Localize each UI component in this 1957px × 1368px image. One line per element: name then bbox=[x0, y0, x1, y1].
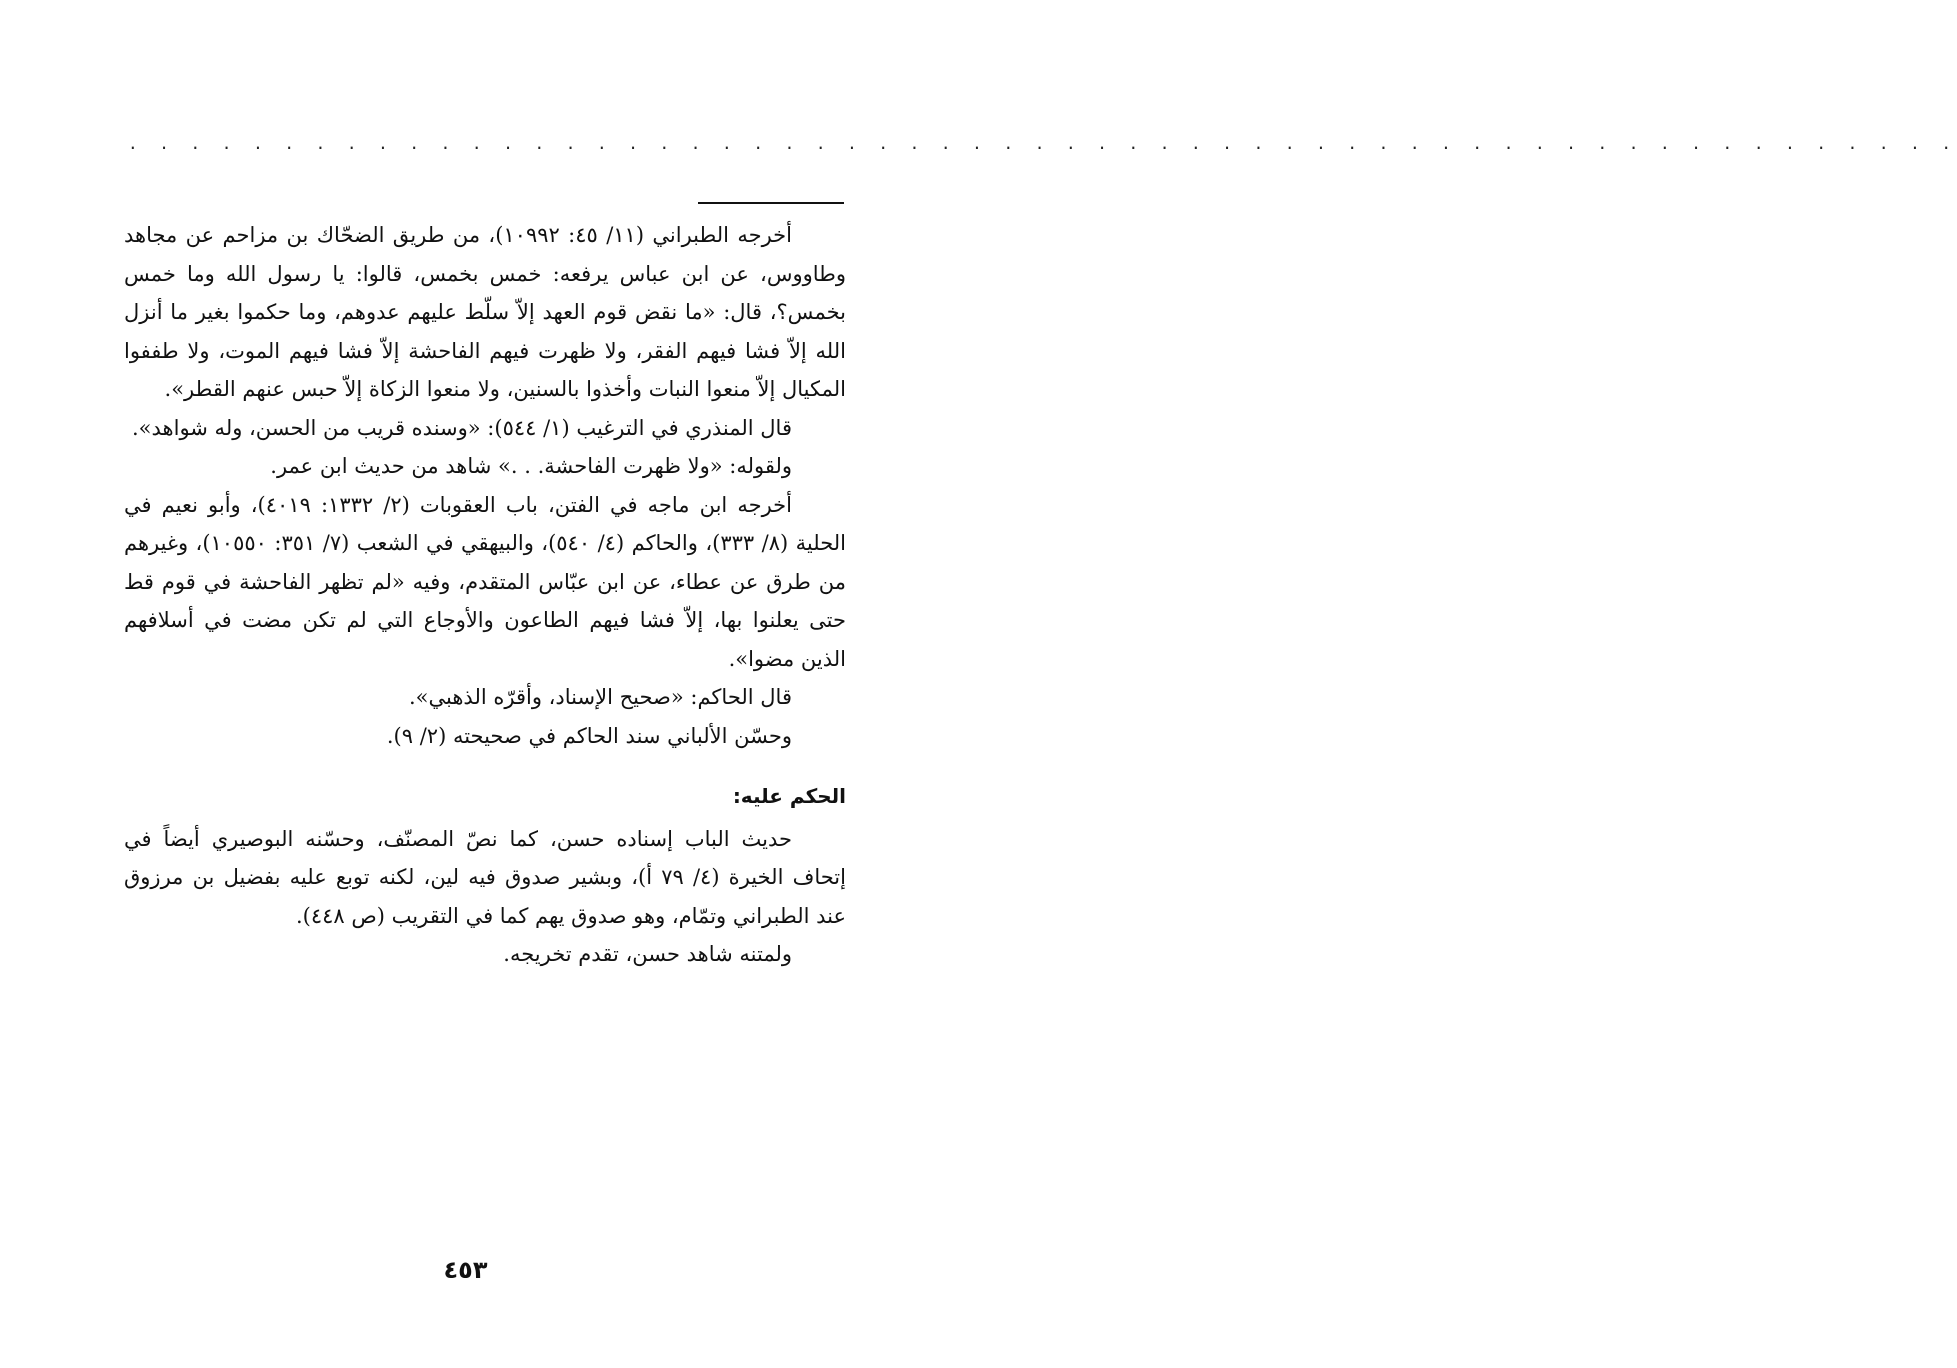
paragraph-ibn-majah: أخرجه ابن ماجه في الفتن، باب العقوبات (٢/ ١٣٣٢: ٤٠١٩)، وأبو نعيم في الحلية (٨/ ٣٣٣)، والحاكم (٤/ ٥٤٠)، والبيهقي في الشعب (٧/ ٣٥١: ١٠٥٥٠)، وغيرهم من طرق عن عطاء، عن ابن عبّاس المتقدم، وفيه «لم تظهر الفاحشة في قوم قط حتى يعلنوا بها، إلاّ فشا فيهم الطاعون والأوجاع التي لم تكن مضت في أسلافهم الذين مضوا». bbox=[124, 492, 846, 671]
footnote-text bbox=[124, 216, 846, 974]
paragraph-tabarani: أخرجه الطبراني (١١/ ٤٥: ١٠٩٩٢)، من طريق الضحّاك بن مزاحم عن مجاهد وطاووس، عن ابن عباس يرفعه: خمس بخمس، قالوا: يا رسول الله وما خمس بخمس؟، قال: «ما نقض قوم العهد إلاّ سلّط عليهم عدوهم، وما حكموا بغير ما أنزل الله إلاّ فشا فيهم الفقر، ولا ظهرت فيهم الفاحشة إلاّ فشا فيهم الموت، ولا طففوا المكيال إلاّ منعوا النبات وأخذوا بالسنين، ولا منعوا الزكاة إلاّ حبس عنهم القطر». bbox=[124, 223, 846, 401]
page-number: ٤٥٣ bbox=[443, 1256, 488, 1284]
paragraph-shahid: ولمتنه شاهد حسن، تقدم تخريجه. bbox=[503, 942, 792, 966]
ruling-heading: الحكم عليه: bbox=[732, 784, 846, 808]
paragraph-albani: وحسّن الألباني سند الحاكم في صحيحته (٢/ ٩). bbox=[386, 723, 792, 748]
dotted-separator: . . . . . . . . . . . . . . . . . . . . . . . . . . . . . . . . . . . . . . . . . . . . . . . . . . . . . . . . . . . bbox=[128, 134, 1957, 153]
paragraph-witness: ولقوله: «ولا ظهرت الفاحشة. . .» شاهد من حديث ابن عمر. bbox=[270, 454, 792, 478]
paragraph-hakim: قال الحاكم: «صحيح الإسناد، وأقرّه الذهبي». bbox=[408, 685, 792, 709]
paragraph-ruling: حديث الباب إسناده حسن، كما نصّ المصنّف، وحسّنه البوصيري أيضاً في إتحاف الخيرة (٤/ ٧٩ أ)، وبشير صدوق فيه لين، لكنه توبع عليه بفضيل بن مرزوق عند الطبراني وتمّام، وهو صدوق يهم كما في التقريب (ص ٤٤٨). bbox=[124, 826, 846, 928]
footnote-rule bbox=[698, 202, 844, 204]
paragraph-mundhiri: قال المنذري في الترغيب (١/ ٥٤٤): «وسنده قريب من الحسن، وله شواهد». bbox=[131, 415, 792, 440]
